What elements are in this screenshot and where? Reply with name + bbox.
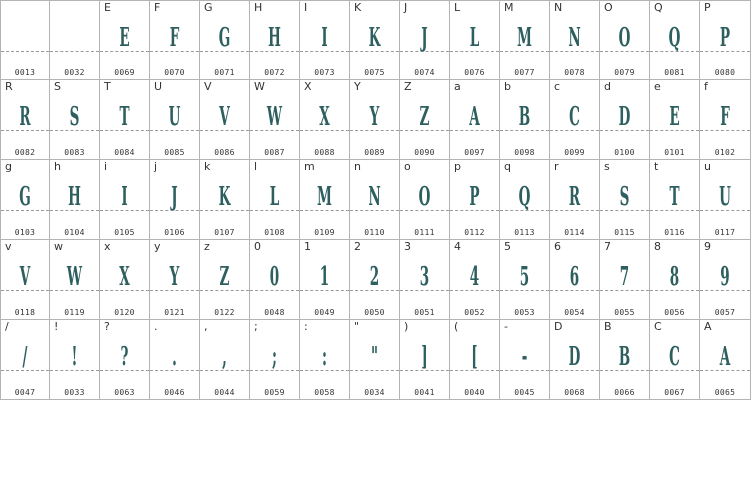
glyph-cell[interactable]	[200, 240, 250, 320]
glyph-preview: Z	[419, 102, 430, 132]
glyph-cell[interactable]	[550, 0, 600, 80]
glyph-preview: J	[171, 182, 178, 212]
glyph-preview: 4	[469, 262, 480, 292]
glyph-preview: E	[669, 102, 680, 132]
character-code: 0090	[414, 148, 435, 157]
glyph-preview: X	[119, 262, 130, 292]
glyph-preview: Q	[518, 182, 531, 212]
glyph-cell[interactable]	[650, 240, 700, 320]
character-code: 0054	[564, 308, 585, 317]
character-code: 0108	[264, 228, 285, 237]
character-code: 0050	[364, 308, 385, 317]
character-label: q	[504, 160, 511, 173]
glyph-cell[interactable]	[600, 80, 650, 160]
character-label: .	[154, 320, 158, 333]
character-label: ;	[254, 320, 258, 333]
glyph-preview: [	[471, 342, 478, 372]
glyph-cell[interactable]	[100, 320, 150, 400]
character-label: m	[304, 160, 315, 173]
character-code: 0089	[364, 148, 385, 157]
glyph-cell[interactable]	[100, 0, 150, 80]
glyph-preview: B	[518, 102, 531, 132]
character-code: 0107	[214, 228, 235, 237]
character-code: 0051	[414, 308, 435, 317]
character-label: T	[104, 80, 111, 93]
character-label: X	[304, 80, 312, 93]
character-label: W	[254, 80, 265, 93]
glyph-cell[interactable]	[600, 240, 650, 320]
character-code: 0119	[64, 308, 85, 317]
character-label: "	[354, 320, 360, 333]
glyph-cell[interactable]	[250, 320, 300, 400]
glyph-cell[interactable]	[450, 0, 500, 80]
character-label: v	[5, 240, 12, 253]
character-code: 0047	[14, 388, 36, 397]
glyph-preview: W	[266, 102, 283, 132]
glyph-preview: ;	[271, 342, 277, 372]
character-label: E	[104, 1, 111, 14]
character-code: 0044	[214, 388, 235, 397]
glyph-cell[interactable]	[350, 80, 400, 160]
glyph-preview: K	[218, 182, 231, 212]
glyph-cell[interactable]	[300, 80, 350, 160]
glyph-preview: G	[218, 23, 231, 53]
character-label: 2	[354, 240, 361, 253]
glyph-cell[interactable]	[500, 240, 550, 320]
glyph-preview: R	[19, 102, 31, 132]
glyph-preview: U	[168, 102, 181, 132]
glyph-preview: 5	[519, 262, 530, 292]
glyph-cell[interactable]	[550, 320, 600, 400]
character-label: A	[704, 320, 712, 333]
glyph-preview: P	[469, 182, 480, 212]
glyph-preview: T	[119, 102, 130, 132]
character-label: (	[454, 320, 459, 333]
glyph-preview: T	[669, 182, 680, 212]
character-code: 0067	[664, 388, 685, 397]
character-code: 0033	[64, 388, 85, 397]
glyph-preview: E	[119, 23, 130, 53]
glyph-cell[interactable]	[300, 240, 350, 320]
glyph-cell[interactable]	[550, 160, 600, 240]
character-label: o	[404, 160, 411, 173]
character-label: h	[54, 160, 61, 173]
character-code: 0065	[714, 388, 736, 397]
glyph-cell[interactable]	[600, 160, 650, 240]
character-code: 0072	[264, 68, 285, 77]
character-code: 0114	[564, 228, 585, 237]
glyph-preview: O	[618, 23, 631, 53]
glyph-cell[interactable]	[500, 80, 550, 160]
character-label: P	[704, 1, 711, 14]
character-code: 0101	[664, 148, 685, 157]
glyph-preview: 8	[669, 262, 680, 292]
glyph-cell[interactable]	[550, 240, 600, 320]
character-label: ,	[204, 320, 208, 333]
character-code: 0068	[564, 388, 585, 397]
character-code: 0118	[14, 308, 36, 317]
character-label: f	[704, 80, 708, 93]
character-code: 0076	[464, 68, 485, 77]
character-code: 0088	[314, 148, 335, 157]
glyph-preview: Z	[219, 262, 230, 292]
character-label: I	[304, 1, 308, 14]
character-code: 0105	[114, 228, 135, 237]
character-code: 0053	[514, 308, 535, 317]
character-label: D	[554, 320, 563, 333]
glyph-cell[interactable]	[400, 160, 450, 240]
glyph-preview: Q	[668, 23, 681, 53]
glyph-preview: I	[121, 182, 128, 212]
glyph-preview: 3	[419, 262, 430, 292]
character-code: 0116	[664, 228, 685, 237]
glyph-preview: J	[421, 23, 428, 53]
glyph-preview: 6	[569, 262, 580, 292]
character-code: 0104	[64, 228, 85, 237]
glyph-cell[interactable]	[550, 80, 600, 160]
character-code: 0075	[364, 68, 385, 77]
character-code: 0055	[614, 308, 635, 317]
glyph-cell[interactable]	[700, 160, 751, 240]
glyph-cell[interactable]	[450, 160, 500, 240]
character-code: 0046	[164, 388, 185, 397]
character-label: l	[254, 160, 258, 173]
character-code: 0087	[264, 148, 285, 157]
glyph-cell[interactable]	[50, 80, 100, 160]
glyph-preview: R	[568, 182, 581, 212]
glyph-cell[interactable]	[0, 160, 50, 240]
character-label: 5	[504, 240, 511, 253]
character-code: 0077	[514, 68, 535, 77]
glyph-cell[interactable]	[100, 240, 150, 320]
glyph-cell[interactable]	[700, 0, 751, 80]
character-label: Y	[354, 80, 361, 93]
character-label: )	[404, 320, 409, 333]
character-label: 4	[454, 240, 461, 253]
character-label: 3	[404, 240, 411, 253]
character-code: 0078	[564, 68, 585, 77]
character-code: 0057	[714, 308, 736, 317]
character-code: 0083	[64, 148, 85, 157]
character-label: -	[504, 320, 508, 333]
glyph-cell[interactable]	[50, 320, 100, 400]
glyph-cell[interactable]	[450, 320, 500, 400]
glyph-preview: 7	[619, 262, 630, 292]
glyph-preview: S	[619, 182, 630, 212]
glyph-preview: V	[19, 262, 31, 292]
glyph-cell[interactable]	[400, 320, 450, 400]
glyph-preview: L	[269, 182, 280, 212]
glyph-preview: H	[68, 182, 81, 212]
character-code: 0066	[614, 388, 635, 397]
character-code: 0103	[14, 228, 36, 237]
character-code: 0080	[714, 68, 736, 77]
glyph-preview	[62, 14, 87, 62]
glyph-cell[interactable]	[50, 160, 100, 240]
character-code: 0048	[264, 308, 285, 317]
character-code: 0110	[364, 228, 385, 237]
character-code: 0106	[164, 228, 185, 237]
character-code: 0073	[314, 68, 335, 77]
glyph-preview: 1	[319, 262, 330, 292]
character-label: K	[354, 1, 362, 14]
glyph-preview: .	[172, 342, 177, 372]
glyph-preview	[13, 14, 38, 62]
character-code: 0041	[414, 388, 435, 397]
character-label: y	[154, 240, 161, 253]
glyph-cell[interactable]	[500, 320, 550, 400]
glyph-cell[interactable]	[50, 240, 100, 320]
glyph-preview: I	[321, 23, 328, 53]
glyph-cell[interactable]	[100, 160, 150, 240]
glyph-cell[interactable]	[450, 240, 500, 320]
character-code: 0121	[164, 308, 185, 317]
character-code: 0058	[314, 388, 335, 397]
glyph-cell[interactable]	[300, 160, 350, 240]
glyph-preview: ,	[222, 342, 227, 372]
character-code: 0070	[164, 68, 185, 77]
character-code: 0111	[414, 228, 435, 237]
glyph-cell[interactable]	[200, 0, 250, 80]
glyph-cell[interactable]	[350, 160, 400, 240]
glyph-preview: 0	[269, 262, 280, 292]
glyph-cell[interactable]	[150, 240, 200, 320]
glyph-preview: :	[321, 342, 327, 372]
character-label: 1	[304, 240, 311, 253]
character-code: 0086	[214, 148, 235, 157]
character-code: 0013	[14, 68, 36, 77]
character-code: 0071	[214, 68, 235, 77]
character-code: 0100	[614, 148, 635, 157]
character-label: d	[604, 80, 611, 93]
character-label: b	[504, 80, 511, 93]
character-code: 0122	[214, 308, 235, 317]
glyph-preview: M	[317, 182, 332, 212]
glyph-cell[interactable]	[250, 0, 300, 80]
character-label: :	[304, 320, 308, 333]
glyph-preview: ]	[421, 342, 428, 372]
glyph-preview: 9	[720, 262, 730, 292]
character-code: 0074	[414, 68, 435, 77]
glyph-cell[interactable]	[200, 160, 250, 240]
character-label: O	[604, 1, 613, 14]
character-label: k	[204, 160, 211, 173]
character-code: 0109	[314, 228, 335, 237]
glyph-cell[interactable]	[350, 240, 400, 320]
glyph-cell[interactable]	[650, 0, 700, 80]
glyph-preview: !	[71, 342, 78, 372]
glyph-preview: /	[22, 342, 28, 372]
glyph-cell[interactable]	[350, 0, 400, 80]
glyph-cell[interactable]	[0, 320, 50, 400]
glyph-cell[interactable]	[200, 80, 250, 160]
character-code: 0052	[464, 308, 485, 317]
character-label: u	[704, 160, 711, 173]
character-code: 0098	[514, 148, 535, 157]
character-code: 0081	[664, 68, 685, 77]
character-code: 0113	[514, 228, 535, 237]
glyph-cell[interactable]	[300, 320, 350, 400]
character-code: 0045	[514, 388, 535, 397]
character-code: 0117	[714, 228, 736, 237]
glyph-cell[interactable]	[0, 0, 50, 80]
character-label: S	[54, 80, 61, 93]
character-label: s	[604, 160, 610, 173]
character-code: 0032	[64, 68, 85, 77]
character-label: i	[104, 160, 108, 173]
character-label: 0	[254, 240, 261, 253]
glyph-cell[interactable]	[400, 0, 450, 80]
glyph-preview: N	[368, 182, 381, 212]
character-label: J	[404, 1, 408, 14]
glyph-cell[interactable]	[150, 0, 200, 80]
glyph-preview: F	[169, 23, 180, 53]
glyph-preview: 2	[369, 262, 380, 292]
character-code: 0069	[114, 68, 135, 77]
glyph-cell[interactable]	[300, 0, 350, 80]
character-code: 0084	[114, 148, 135, 157]
glyph-cell[interactable]	[700, 320, 751, 400]
glyph-preview: C	[569, 102, 580, 132]
glyph-preview: L	[469, 23, 480, 53]
glyph-preview: B	[618, 342, 631, 372]
glyph-cell[interactable]	[250, 240, 300, 320]
character-label: j	[154, 160, 158, 173]
character-code: 0115	[614, 228, 635, 237]
glyph-cell[interactable]	[700, 80, 751, 160]
glyph-preview: S	[69, 102, 80, 132]
glyph-cell[interactable]	[450, 80, 500, 160]
character-label: 7	[604, 240, 611, 253]
glyph-cell[interactable]	[150, 160, 200, 240]
character-code: 0034	[364, 388, 385, 397]
glyph-preview: O	[418, 182, 431, 212]
glyph-preview: D	[618, 102, 631, 132]
character-label: V	[204, 80, 212, 93]
character-label: x	[104, 240, 111, 253]
glyph-cell[interactable]	[0, 240, 50, 320]
glyph-preview: H	[268, 23, 281, 53]
glyph-preview: D	[568, 342, 581, 372]
glyph-preview: W	[66, 262, 83, 292]
glyph-preview: X	[319, 102, 330, 132]
glyph-cell[interactable]	[650, 80, 700, 160]
glyph-preview: F	[720, 102, 730, 132]
glyph-preview: Y	[169, 262, 180, 292]
glyph-cell[interactable]	[250, 160, 300, 240]
character-code: 0059	[264, 388, 285, 397]
character-code: 0049	[314, 308, 335, 317]
character-code: 0099	[564, 148, 585, 157]
character-label: 9	[704, 240, 711, 253]
glyph-preview: Y	[369, 102, 380, 132]
character-label: w	[54, 240, 63, 253]
glyph-cell[interactable]	[350, 320, 400, 400]
character-label: M	[504, 1, 514, 14]
glyph-cell[interactable]	[0, 80, 50, 160]
character-label: /	[5, 320, 9, 333]
character-code: 0056	[664, 308, 685, 317]
glyph-cell[interactable]	[650, 160, 700, 240]
character-code: 0112	[464, 228, 485, 237]
glyph-preview: -	[521, 342, 528, 372]
character-label: H	[254, 1, 263, 14]
character-label: n	[354, 160, 361, 173]
glyph-preview: ?	[120, 342, 129, 372]
character-code: 0097	[464, 148, 485, 157]
character-label: F	[154, 1, 161, 14]
character-label: U	[154, 80, 163, 93]
character-label: r	[554, 160, 559, 173]
glyph-cell[interactable]	[250, 80, 300, 160]
glyph-cell[interactable]	[150, 320, 200, 400]
glyph-cell[interactable]	[400, 80, 450, 160]
character-label: !	[54, 320, 59, 333]
glyph-cell[interactable]	[500, 0, 550, 80]
glyph-cell[interactable]	[200, 320, 250, 400]
character-label: e	[654, 80, 661, 93]
glyph-preview: K	[368, 23, 381, 53]
glyph-cell[interactable]	[700, 240, 751, 320]
glyph-preview: A	[469, 102, 480, 132]
glyph-cell[interactable]	[50, 0, 100, 80]
character-label: z	[204, 240, 210, 253]
character-label: p	[454, 160, 461, 173]
character-label: ?	[104, 320, 110, 333]
character-code: 0079	[614, 68, 635, 77]
character-label: 6	[554, 240, 561, 253]
character-code: 0085	[164, 148, 185, 157]
glyph-cell[interactable]	[500, 160, 550, 240]
character-code: 0120	[114, 308, 135, 317]
glyph-preview: M	[517, 23, 532, 53]
glyph-cell[interactable]	[100, 80, 150, 160]
glyph-preview: N	[568, 23, 581, 53]
character-label: R	[5, 80, 13, 93]
glyph-preview: "	[370, 342, 379, 372]
character-code: 0063	[114, 388, 135, 397]
character-label: L	[454, 1, 461, 14]
glyph-cell[interactable]	[650, 320, 700, 400]
glyph-cell[interactable]	[400, 240, 450, 320]
character-label: t	[654, 160, 659, 173]
character-label: c	[554, 80, 561, 93]
character-label: Z	[404, 80, 412, 93]
glyph-preview: U	[719, 182, 731, 212]
glyph-preview: P	[719, 23, 731, 53]
character-label: g	[5, 160, 12, 173]
character-code: 0102	[714, 148, 736, 157]
character-label: 8	[654, 240, 661, 253]
character-label: Q	[654, 1, 663, 14]
character-label: C	[654, 320, 662, 333]
character-code: 0040	[464, 388, 485, 397]
character-label: a	[454, 80, 461, 93]
glyph-preview: C	[669, 342, 680, 372]
character-label: B	[604, 320, 612, 333]
character-code: 0082	[14, 148, 36, 157]
glyph-preview: G	[19, 182, 31, 212]
glyph-preview: V	[219, 102, 230, 132]
glyph-cell[interactable]	[600, 0, 650, 80]
character-label: N	[554, 1, 563, 14]
glyph-preview: A	[719, 342, 731, 372]
glyph-cell[interactable]	[150, 80, 200, 160]
character-label: G	[204, 1, 213, 14]
glyph-cell[interactable]	[600, 320, 650, 400]
